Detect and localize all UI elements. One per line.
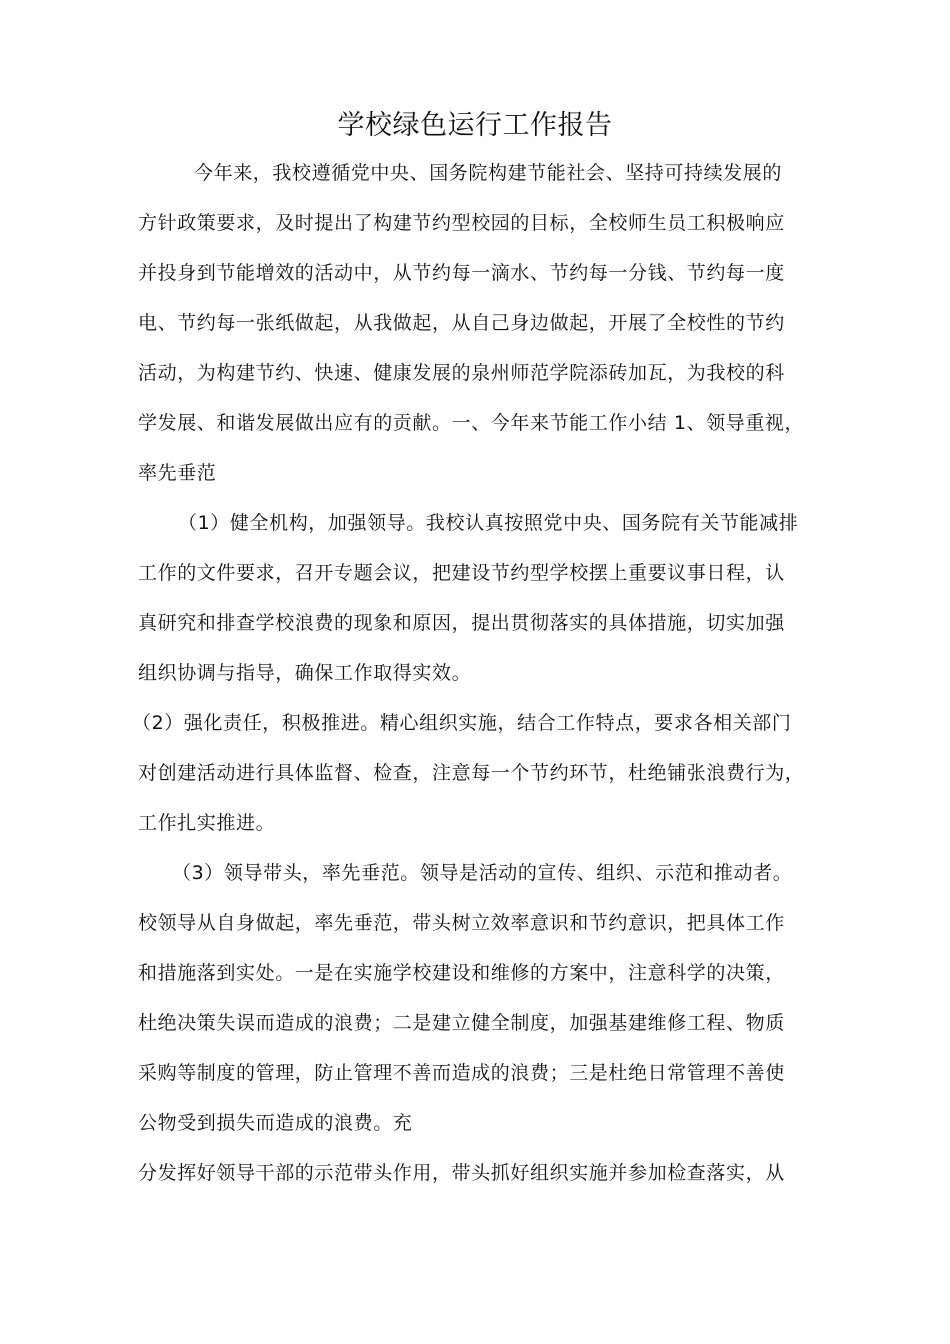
paragraph-line: 率先垂范 [138,462,217,484]
paragraph-line: 真研究和排查学校浪费的现象和原因，提出贯彻落实的具体措施，切实加强 [138,612,785,634]
paragraph-line: 和措施落到实处。一是在实施学校建设和维修的方案中，注意科学的决策， [138,962,785,984]
paragraph-line: 杜绝决策失误而造成的浪费；二是建立健全制度，加强基建维修工程、物质 [138,1012,785,1034]
paragraph-line: （1）健全机构，加强领导。我校认真按照党中央、国务院有关节能减排 [178,512,799,534]
paragraph-line: 采购等制度的管理，防止管理不善而造成的浪费；三是杜绝日常管理不善使 [138,1062,785,1084]
paragraph-line: 公物受到损失而造成的浪费。充 [138,1112,413,1134]
paragraph-line: 学发展、和谐发展做出应有的贡献。一、今年来节能工作小结 1、领导重视， [138,412,805,434]
paragraph-line: （3）领导带头，率先垂范。领导是活动的宣传、组织、示范和推动者。 [172,862,793,884]
document-title: 学校绿色运行工作报告 [337,110,613,141]
paragraph-line: 电、节约每一张纸做起，从我做起，从自己身边做起，开展了全校性的节约 [138,312,785,334]
paragraph-line: 工作扎实推进。 [138,812,276,834]
paragraph-line: （2）强化责任，积极推进。精心组织实施，结合工作特点，要求各相关部门 [132,712,792,734]
paragraph-line: 工作的文件要求，召开专题会议，把建设节约型学校摆上重要议事日程，认 [138,562,785,584]
paragraph-line: 对创建活动进行具体监督、检查，注意每一个节约环节，杜绝铺张浪费行为， [138,762,805,784]
paragraph-line: 并投身到节能增效的活动中，从节约每一滴水、节约每一分钱、节约每一度 [138,262,785,284]
paragraph-line: 今年来，我校遵循党中央、国务院构建节能社会、坚持可持续发展的 [194,162,783,184]
paragraph-line: 校领导从自身做起，率先垂范，带头树立效率意识和节约意识，把具体工作 [138,912,785,934]
paragraph-line: 方针政策要求，及时提出了构建节约型校园的目标，全校师生员工积极响应 [138,212,785,234]
paragraph-line: 组织协调与指导，确保工作取得实效。 [138,662,472,684]
paragraph-line: 活动，为构建节约、快速、健康发展的泉州师范学院添砖加瓦，为我校的科 [138,362,785,384]
paragraph-line: 分发挥好领导干部的示范带头作用，带头抓好组织实施并参加检查落实，从 [138,1162,785,1184]
